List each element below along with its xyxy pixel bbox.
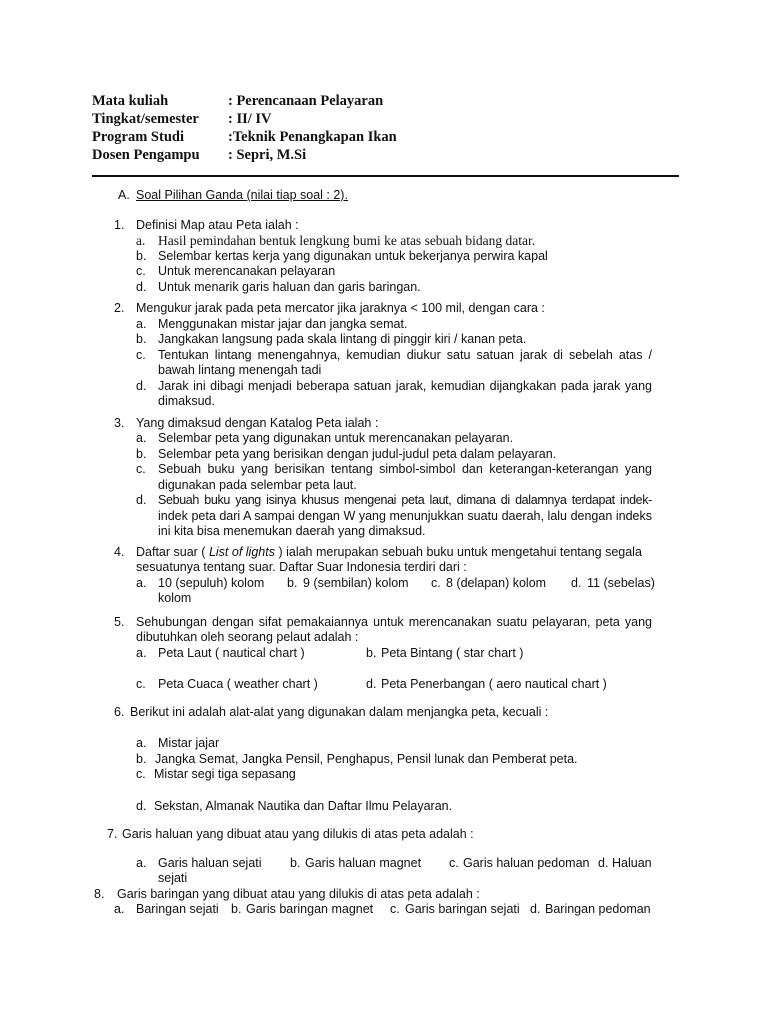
option-text: 9 (sembilan) kolom — [303, 575, 409, 590]
option-letter: b. — [136, 446, 147, 461]
option-text: Peta Penerbangan ( aero nautical chart ) — [381, 677, 607, 691]
option-letter: c. — [449, 855, 459, 870]
question-text-part: Daftar suar ( — [136, 544, 206, 559]
option-text: Hasil pemindahan bentuk lengkung bumi ke atas sebuah bidang datar. — [158, 233, 536, 248]
option-text: indek peta dari A sampai dengan W yang menunjukkan suatu daerah, lalu dengan indeks — [158, 508, 652, 523]
header-row — [92, 146, 692, 164]
option-letter: c. — [136, 347, 146, 362]
header-row — [92, 110, 692, 128]
option-letter: c. — [136, 264, 146, 278]
option-text: Peta Bintang ( star chart ) — [381, 645, 524, 660]
question-number: 7. — [107, 827, 118, 841]
option-letter: d. — [366, 677, 377, 691]
option-text: Mistar segi tiga sepasang — [154, 767, 296, 781]
header-value: : II/ IV — [228, 111, 272, 127]
question-number: 6. — [114, 704, 125, 719]
question-number: 8. — [94, 886, 105, 901]
question-text — [136, 545, 642, 561]
option-letter: b. — [287, 575, 298, 590]
question-text: Berikut ini adalah alat-alat yang digunakan dalam menjangka peta, kecuali : — [130, 704, 549, 719]
option-text: 10 (sepuluh) kolom — [158, 575, 265, 590]
question-text-italic: List of lights — [208, 544, 275, 559]
question-number: 4. — [114, 544, 125, 559]
option-item — [0, 752, 768, 768]
section-letter: A. — [118, 188, 130, 202]
option-row-continued — [0, 591, 768, 607]
question-4 — [0, 545, 768, 561]
option-letter: d. — [136, 279, 147, 294]
option-text: ini kita bisa menemukan daerah yang dimaksud. — [158, 524, 426, 538]
section-title: Soal Pilihan Ganda (nilai tiap soal : 2). — [136, 188, 348, 202]
option-letter: c. — [136, 462, 146, 476]
question-7 — [0, 827, 768, 843]
option-item — [0, 233, 768, 249]
option-item — [0, 767, 768, 783]
option-text: Garis haluan magnet — [305, 855, 422, 870]
option-text: Selembar peta yang berisikan dengan judul-judul peta dalam pelayaran. — [158, 446, 557, 461]
option-row — [0, 902, 768, 918]
option-text: Sebuah buku yang berisikan tentang simbol-simbol dan keterangan-keterangan yang — [158, 462, 652, 476]
option-text: Jangka Semat, Jangka Pensil, Penghapus, Pensil lunak dan Pemberat peta. — [155, 751, 578, 766]
option-letter: a. — [136, 575, 147, 590]
option-letter: b. — [136, 248, 147, 263]
option-letter: d. — [598, 855, 609, 870]
option-item — [0, 264, 768, 280]
option-letter: a. — [136, 645, 147, 660]
question-number: 5. — [114, 614, 125, 629]
option-item — [0, 736, 768, 752]
option-row — [0, 677, 768, 693]
option-item — [0, 249, 768, 265]
option-letter: a. — [114, 902, 125, 916]
option-letter: d. — [136, 378, 147, 393]
option-text: Sebuah buku yang isinya khusus mengenai peta laut, dimana di dalamnya terdapat indek- — [158, 493, 652, 507]
option-letter: d. — [136, 493, 147, 507]
option-text: 8 (delapan) kolom — [446, 575, 547, 590]
option-letter: b. — [366, 645, 377, 660]
option-text: dimaksud. — [158, 394, 215, 408]
option-text: Tentukan lintang menengahnya, kemudian diukur satu satuan jarak di sebelah atas / — [158, 347, 652, 362]
option-text: Garis baringan magnet — [246, 902, 374, 916]
header-row — [92, 128, 692, 146]
option-text: digunakan pada selembar peta laut. — [158, 477, 357, 492]
option-text: Mistar jajar — [158, 736, 220, 750]
question-text: Garis baringan yang dibuat atau yang dilukis di atas peta adalah : — [117, 886, 480, 901]
option-text: Baringan pedoman — [545, 902, 651, 916]
question-number: 1. — [114, 217, 125, 232]
section-heading — [0, 188, 768, 204]
header-label: Mata kuliah — [92, 93, 169, 109]
option-letter: c. — [431, 575, 441, 590]
option-text: Baringan sejati — [136, 902, 219, 916]
question-2 — [0, 301, 768, 317]
option-text: Peta Laut ( nautical chart ) — [158, 645, 305, 660]
header-value: : Sepri, M.Si — [228, 147, 307, 163]
option-item — [0, 317, 768, 333]
option-letter: c. — [136, 677, 146, 691]
option-text: Peta Cuaca ( weather chart ) — [158, 677, 318, 691]
option-row — [0, 646, 768, 662]
question-text: Garis haluan yang dibuat atau yang dilukis di atas peta adalah : — [122, 827, 474, 841]
option-text: Untuk menarik garis haluan dan garis baringan. — [158, 279, 421, 294]
question-4-continued — [0, 560, 768, 576]
header-divider — [92, 175, 679, 177]
option-item-continued — [0, 524, 768, 540]
question-5 — [0, 615, 768, 631]
header-label: Program Studi — [92, 129, 184, 145]
option-item — [0, 431, 768, 447]
course-header — [92, 92, 692, 164]
option-text: Haluan — [612, 855, 652, 870]
option-row — [0, 576, 768, 592]
question-text: Definisi Map atau Peta ialah : — [136, 217, 299, 232]
option-text: Jangkakan langsung pada skala lintang di pinggir kiri / kanan peta. — [158, 332, 527, 346]
option-item-continued — [0, 509, 768, 525]
option-text: Sekstan, Almanak Nautika dan Daftar Ilmu Pelayaran. — [154, 798, 453, 813]
option-item — [0, 280, 768, 296]
option-letter: b. — [231, 902, 242, 916]
option-item — [0, 447, 768, 463]
header-label: Dosen Pengampu — [92, 147, 200, 163]
option-letter: b. — [136, 751, 147, 766]
option-text: Jarak ini dibagi menjadi beberapa satuan jarak, kemudian dijangkakan pada jarak yang — [158, 378, 652, 393]
option-item — [0, 332, 768, 348]
option-text: Selembar kertas kerja yang digunakan untuk bekerjanya perwira kapal — [158, 248, 548, 263]
question-5-continued — [0, 630, 768, 646]
header-value: : Perencanaan Pelayaran — [228, 93, 384, 109]
option-item — [0, 462, 768, 478]
question-6 — [0, 705, 768, 721]
option-text: bawah lintang menengah tadi — [158, 363, 322, 377]
question-text: dibutuhkan oleh seorang pelaut adalah : — [136, 630, 359, 644]
option-letter: d. — [571, 575, 582, 590]
question-number: 2. — [114, 301, 125, 315]
option-text: Garis haluan sejati — [158, 855, 262, 870]
option-letter: b. — [136, 332, 147, 346]
option-text: Menggunakan mistar jajar dan jangka semat. — [158, 316, 408, 331]
question-text: Mengukur jarak pada peta mercator jika jaraknya < 100 mil, dengan cara : — [136, 301, 545, 315]
option-letter: d. — [530, 902, 541, 916]
option-text: Garis haluan pedoman — [463, 855, 590, 870]
option-text: sejati — [158, 871, 188, 885]
option-text: kolom — [158, 591, 192, 605]
question-text: Yang dimaksud dengan Katalog Peta ialah : — [136, 415, 379, 430]
question-1 — [0, 218, 768, 234]
option-text: Garis baringan sejati — [405, 902, 520, 916]
option-item — [0, 379, 768, 395]
question-number: 3. — [114, 415, 125, 430]
header-label: Tingkat/semester — [92, 111, 199, 127]
option-item-continued — [0, 363, 768, 379]
option-letter: c. — [136, 767, 146, 781]
question-8 — [0, 887, 768, 903]
option-letter: a. — [136, 431, 147, 445]
question-content — [0, 188, 768, 918]
option-item-continued — [0, 394, 768, 410]
option-letter: a. — [136, 316, 147, 331]
header-row — [92, 92, 692, 110]
option-item-continued — [0, 478, 768, 494]
question-3 — [0, 416, 768, 432]
option-text: 11 (sebelas) — [587, 575, 655, 590]
option-text: Untuk merencanakan pelayaran — [158, 264, 336, 278]
option-text: Selembar peta yang digunakan untuk merencanakan pelayaran. — [158, 431, 514, 445]
option-letter: a. — [136, 233, 146, 248]
option-item — [0, 348, 768, 364]
option-letter: a. — [136, 855, 147, 870]
option-letter: b. — [290, 855, 301, 870]
option-row-continued — [0, 871, 768, 887]
option-letter: d. — [136, 798, 147, 813]
header-value: :Teknik Penangkapan Ikan — [228, 129, 397, 145]
option-item — [0, 799, 768, 815]
option-letter: a. — [136, 736, 147, 750]
option-row — [0, 856, 768, 872]
question-text-part: ) ialah merupakan sebuah buku untuk mengetahui tentang segala — [278, 544, 642, 559]
question-text: Sehubungan dengan sifat pemakaiannya untuk merencanakan suatu pelayaran, peta yang — [136, 614, 652, 629]
option-letter: c. — [390, 902, 400, 916]
question-text: sesuatunya tentang suar. Daftar Suar Indonesia terdiri dari : — [136, 560, 467, 574]
option-item — [0, 493, 768, 509]
